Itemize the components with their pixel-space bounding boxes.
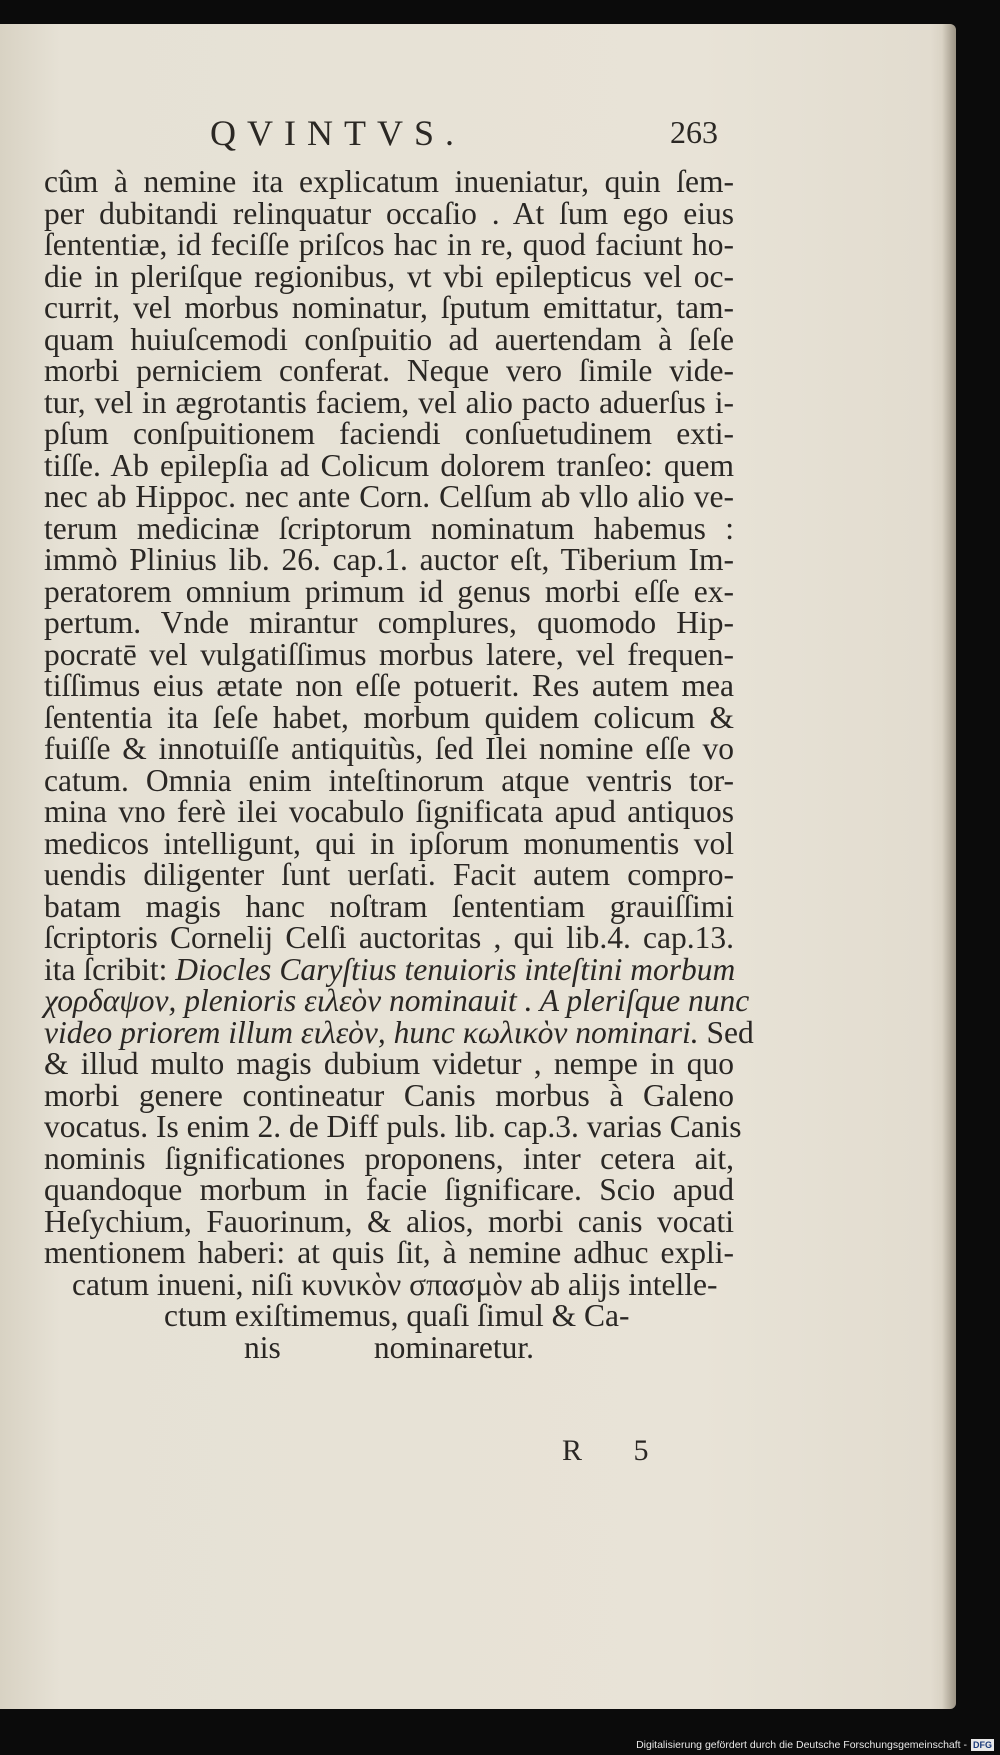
text-line: ſcriptoris Cornelij Celſi auctoritas , qui lib.4. cap.13. [44,920,734,955]
text-line: tiſſe. Ab epilepſia ad Colicum dolorem tranſeo: quem [44,447,734,483]
text-line: batam magis hanc noſtram ſententiam grauiſſimi [44,888,734,924]
text-line: catum. Omnia enim inteſtinorum atque ventris tor- [44,762,734,798]
text-line: immò Plinius lib. 26. cap.1. auctor eſt, Tiberium Im- [44,542,734,577]
text-line: pocratē vel vulgatiſſimus morbus latere, vel frequen- [44,636,734,672]
text-line: tiſſimus eius ætate non eſſe potuerit. Res autem mea [44,668,734,703]
text-line: die in pleriſque regionibus, vt vbi epilepticus vel oc- [44,258,734,294]
text-line: χορδαψον, plenioris ειλεὸν nominauit . A pleriſque nunc [44,983,750,1018]
text-line: uendis diligenter ſunt uerſati. Facit autem compro- [44,857,734,892]
text-line: peratorem omnium primum id genus morbi eſſe ex- [44,573,734,609]
text-line: pſum conſpuitionem faciendi conſuetudinem exti- [44,416,734,451]
running-head [0,112,956,162]
text-line: morbi genere contineatur Canis morbus à Galeno [44,1077,734,1113]
text-line: quam huiuſcemodi conſpuitio ad auertendam à ſeſe [44,321,734,357]
text-line: ſententiæ, id feciſſe priſcos hac in re, quod faciunt ho- [44,227,734,262]
text-line: morbi perniciem conferat. Neque vero ſimile vide- [44,353,734,388]
text-line: medicos intelligunt, qui in ipſorum monumentis vol [44,825,734,861]
digitization-credit [636,1739,994,1751]
text-line: per dubitandi relinquatur occaſio . At ſum ego eius [44,195,734,231]
text-line: currit, vel morbus nominatur, ſputum emittatur, tam- [44,290,734,325]
text-line: pertum. Vnde mirantur complures, quomodo Hip- [44,605,734,640]
body-text [44,164,754,1365]
text-line: ſententia ita ſeſe habet, morbum quidem colicum & [44,699,734,735]
text-line: & illud multo magis dubium videtur , nempe in quo [44,1046,734,1081]
text-line: nec ab Hippoc. nec ante Corn. Celſum ab vllo alio ve- [44,479,734,514]
running-head-title: QVINTVS. [210,113,465,153]
dfg-logo: DFG [973,1740,992,1750]
text-line: Heſychium, Fauorinum, & alios, morbi canis vocati [44,1203,734,1239]
text-line: vocatus. Is enim 2. de Diff puls. lib. cap.3. varias Canis [44,1109,742,1144]
text-line: tur, vel in ægrotantis faciem, vel alio pacto aduerſus i- [44,384,734,420]
text-line: ita ſcribit: Diocles Caryſtius tenuioris inteſtini morbum [44,951,736,987]
text-line: catum inueni, niſi κυνικὸν σπασμὸν ab alijs intelle- [72,1266,718,1302]
text-line: ctum exiſtimemus, quaſi ſimul & Ca- [164,1298,630,1333]
page-number: 263 [670,114,718,150]
text-line: mentionem haberi: at quis ſit, à nemine adhuc expli- [44,1235,734,1270]
text-line: cûm à nemine ita explicatum inueniatur, quin ſem- [44,164,734,199]
text-line: quandoque morbum in facie ſignificare. Scio apud [44,1172,734,1207]
text-line: video priorem illum ειλεὸν, hunc κωλικὸν nominari. Sed [44,1014,754,1050]
text-line: nis nominaretur. [244,1329,534,1365]
text-line: terum medicinæ ſcriptorum nominatum habemus : [44,510,734,546]
book-page [0,24,956,1709]
text-line: nominis ſignificationes proponens, inter cetera ait, [44,1140,734,1176]
signature-mark: R 5 [562,1434,671,1467]
text-line: fuiſſe & innotuiſſe antiquitùs, ſed Ilei nomine eſſe vo [44,731,734,766]
text-line: mina vno ferè ilei vocabulo ſignificata apud antiquos [44,794,734,829]
credit-text: Digitalisierung gefördert durch die Deutsche Forschungsgemeinschaft - [636,1739,967,1751]
